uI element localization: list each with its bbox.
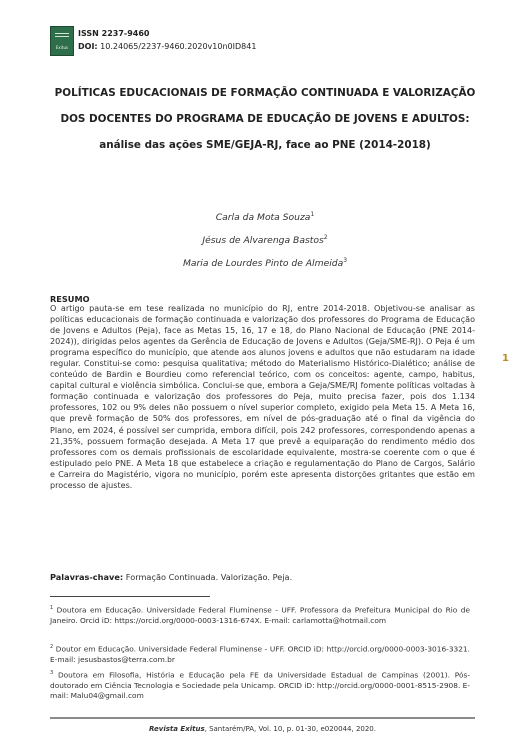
author: Maria de Lourdes Pinto de Almeida$^3$ [182,257,348,270]
author-footnote-mark[interactable]: 1 [310,211,315,218]
page-footer [50,725,475,733]
keywords [50,572,292,582]
abstract-heading: RESUMO [50,294,90,304]
issn: ISSN 2237-9460 [78,29,150,38]
journal-name: Revista Exitus [149,725,205,733]
footnote: $^2$ Doutor em Educação. Universidade Federal Fluminense - UFF. ORCID iD: http://orcid.org/0000-0003-3016-3321. E-mail: jesusbastos@terra.com.br [50,644,470,664]
logo-stripe [55,36,69,37]
page-number: 1 [502,353,509,364]
citation: , Santarém/PA, Vol. 10, p. 01-30, e020044, 2020. [204,725,376,733]
doi-value[interactable]: 10.24065/2237-9460.2020v10n0ID841 [100,42,257,51]
logo-stripe [55,33,69,34]
author-footnote-mark[interactable]: 3 [343,257,348,265]
keywords-label: Palavras-chave: [50,572,124,582]
journal-logo [50,26,74,56]
footnote: $^3$ Doutora em Filosofia, História e Educação pela FE da Universidade Estadual de Campinas (2001). Pós-doutorado em Ciência Tecnologia e Sociedade pela Unicamp. ORCID iD: http://orcid.org/0000-0001-8515-2908. E-mail: Malu04@gmail.com [50,670,470,701]
article-title: POLÍTICAS EDUCACIONAIS DE FORMAÇÃO CONTINUADA E VALORIZAÇÃO DOS DOCENTES DO PROGRAMA DE EDUCAÇÃO DE JOVENS E ADULTOS: análise das ações SME/GEJA-RJ, face ao PNE (2014-2018) [54,87,476,151]
abstract-text: O artigo pauta-se em tese realizada no município do RJ, entre 2014-2018. Objetivou-se analisar as políticas educacionais de formação continuada e valorização dos professores do Programa de Educação de Jovens e Adultos (Peja), face as Metas 15, 16, 17 e 18, do Plano Nacional de Educação (PNE 2014-2024)), dirigidas pelos agentes da Gerência de Educação de Jovens e Adultos (Geja/SME-RJ). O Peja é um programa específico do município, que atende aos alunos jovens e adultos que não estudaram na idade regular. Constitui-se como: pesquisa qualitativa; método do Materialismo Histórico-Dialético; análise de conteúdo de Bardin e Bourdieu como referencial teórico, com os conceitos: agente, campo, habitus, capital cultural e violência simbólica. Conclui-se que, embora a Geja/SME/RJ fomente políticas voltadas à formação continuada e valorização dos professores do Peja, muito precisa fazer, pois dos 1.134 professores, 102 ou 9% deles não possuem o nível superior completo, exigido pela Meta 15. A Meta 16, que prevê formação de 50% dos professores, em nível de pós-graduação até o final da vigência do Plano, em 2024, é possível ser cumprida, embora difícil, pois 242 professores, correspondendo apenas a 21,35%, possuem formação desejada. A Meta 17 que prevê a equiparação do rendimento médio dos professores com os demais profissionais de escolaridade equivalente, mostra-se coerente com o que é estipulado pelo PNE. A Meta 18 que estabelece a criação e regulamentação do Plano de Cargos, Salário e Carreira do Magistério, vigora no município, porém este apresenta distorções gritantes que estão em processo de ajustes. [50,304,475,490]
footer-divider [50,717,475,719]
keywords-text: Formação Continuada. Valorização. Peja. [125,572,293,582]
author-footnote-mark[interactable]: 2 [323,234,328,242]
footnote: $^1$ Doutora em Educação. Universidade Federal Fluminense - UFF. Professora da Prefeitura Municipal do Rio de Janeiro. Orcid iD: https://orcid.org/0000-0003-1316-674X. E-mail: carlamotta@hotmail.com [50,605,470,625]
logo-text: Exitus [55,45,69,50]
author: Jésus de Alvarenga Bastos$^2$ [202,234,328,247]
author: Carla da Mota Souza$^1$ [215,211,315,224]
doi-label: DOI: [78,42,98,51]
footnote-divider [50,596,210,597]
doi [78,42,256,51]
author-list [50,205,480,274]
